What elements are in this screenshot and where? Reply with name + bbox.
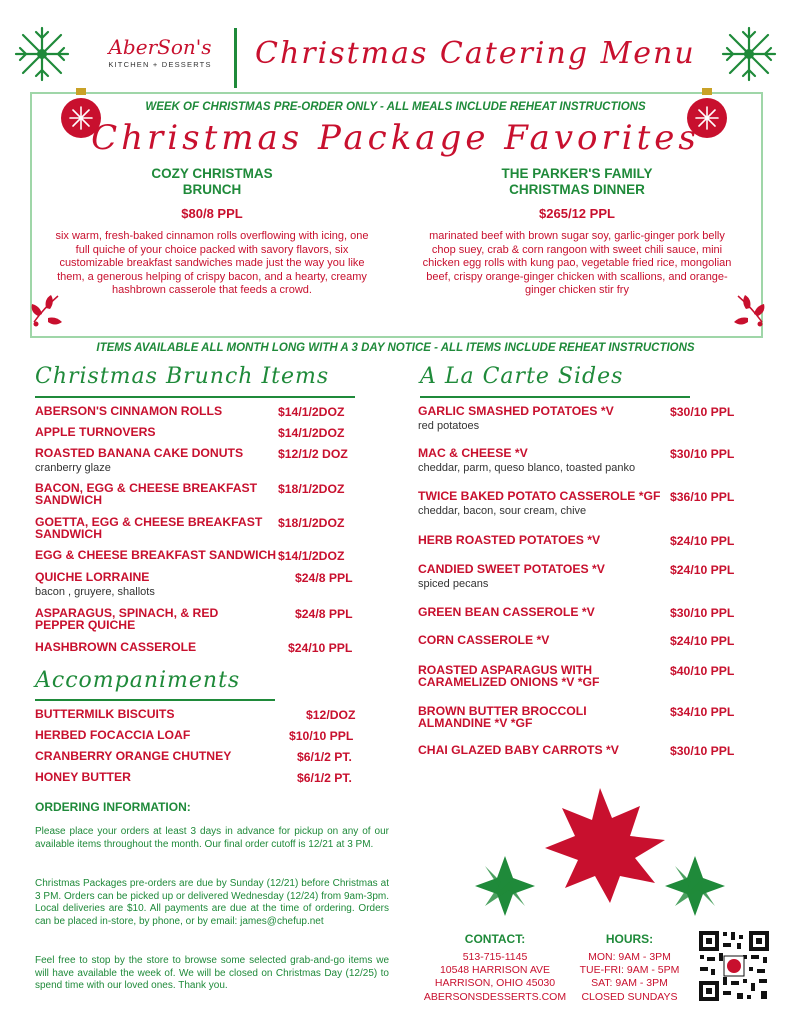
header-divider — [234, 28, 237, 88]
contact-city: HARRISON, OHIO 45030 — [434, 977, 556, 990]
menu-item: CORN CASSEROLE *V $24/10 PPL — [418, 633, 735, 648]
menu-item: BROWN BUTTER BROCCOLI ALMANDINE *V *GF $34/10 PPL — [418, 704, 735, 730]
ordering-heading: ORDERING INFORMATION: — [35, 800, 191, 814]
sides-heading: A La Carte Sides — [420, 364, 624, 389]
menu-item: ROASTED BANANA CAKE DONUTS $12/1/2 DOZ cranberry glaze — [35, 446, 348, 474]
package-price: $80/8 PPL — [181, 206, 243, 221]
package-brunch — [52, 166, 372, 298]
contact-website[interactable]: ABERSONSDESSERTS.COM — [423, 990, 567, 1003]
contact-block — [415, 932, 575, 1004]
brand-logo — [105, 36, 215, 69]
menu-item: HERB ROASTED POTATOES *V $24/10 PPL — [418, 533, 735, 548]
brunch-underline — [35, 396, 355, 398]
accompaniments-underline — [35, 699, 275, 701]
contact-heading: CONTACT: — [464, 932, 526, 946]
menu-item: QUICHE LORRAINE $24/8 PPL bacon , gruyere, shallots — [35, 570, 353, 598]
package-name: COZY CHRISTMAS BRUNCH — [151, 166, 273, 197]
package-price: $265/12 PPL — [539, 206, 615, 221]
menu-item: HERBED FOCACCIA LOAF $10/10 PPL — [35, 728, 354, 743]
ordering-paragraph: Feel free to stop by the store to browse some selected grab-and-go items we will have available the week of. We will be closed on Christmas Day (12/25) to spend time with our loved ones. Thank you. — [35, 955, 389, 992]
menu-item: MAC & CHEESE *V $30/10 PPL cheddar, parm, queso blanco, toasted panko — [418, 446, 735, 474]
menu-item: EGG & CHEESE BREAKFAST SANDWICH $14/1/2DOZ — [35, 548, 345, 563]
menu-item: CANDIED SWEET POTATOES *V $24/10 PPL spiced pecans — [418, 562, 735, 590]
menu-item: BUTTERMILK BISCUITS $12/DOZ — [35, 707, 356, 722]
holly-icon — [28, 288, 72, 332]
menu-item: ABERSON'S CINNAMON ROLLS $14/1/2DOZ — [35, 404, 345, 419]
package-title: Christmas Package Favorites — [91, 118, 700, 158]
qr-code-icon[interactable] — [697, 929, 771, 1003]
package-dinner — [417, 166, 737, 298]
logo-subtitle: KITCHEN + DESSERTS — [108, 60, 212, 69]
sides-underline — [420, 396, 690, 398]
hours-block — [572, 932, 687, 1004]
brunch-heading: Christmas Brunch Items — [35, 364, 330, 389]
hours-line: TUE-FRI: 9AM - 5PM — [579, 964, 680, 977]
page-title: Christmas Catering Menu — [255, 36, 696, 71]
package-name: THE PARKER'S FAMILY CHRISTMAS DINNER — [501, 166, 653, 197]
menu-item: GOETTA, EGG & CHEESE BREAKFAST SANDWICH $18/1/2DOZ — [35, 515, 345, 541]
header — [0, 10, 791, 88]
package-description: six warm, fresh-baked cinnamon rolls overflowing with icing, one full quiche of your choice packed with savory flavors, six customizable breakfast sandwiches made just the way you like them, a generous helping of crispy bacon, and a hearty, creamy hashbrown casserole that feeds a crowd. — [55, 230, 369, 297]
snowflake-icon — [12, 24, 72, 84]
menu-item: HASHBROWN CASSEROLE $24/10 PPL — [35, 640, 353, 655]
menu-item: HONEY BUTTER $6/1/2 PT. — [35, 770, 352, 785]
package-note: WEEK OF CHRISTMAS PRE-ORDER ONLY - ALL MEALS INCLUDE REHEAT INSTRUCTIONS — [145, 101, 646, 113]
contact-phone[interactable]: 513-715-1145 — [462, 951, 528, 963]
logo-name: AberSon's — [108, 35, 212, 59]
hours-heading: HOURS: — [605, 932, 654, 946]
menu-item: GARLIC SMASHED POTATOES *V $30/10 PPL red potatoes — [418, 404, 735, 432]
menu-item: CHAI GLAZED BABY CARROTS *V $30/10 PPL — [418, 743, 735, 758]
accompaniments-heading: Accompaniments — [35, 668, 241, 693]
package-description: marinated beef with brown sugar soy, garlic-ginger pork belly chop suey, crab & corn rangoon with sweet chili sauce, mini chicken egg rolls with kung pao, vegetable fried rice, mongolian beef, crispy orange-ginger chicken with scallions, and orange-ginger chicken stir fry — [422, 230, 732, 297]
contact-address: 10548 HARRISON AVE — [439, 964, 551, 977]
hours-line: SAT: 9AM - 3PM — [591, 977, 668, 990]
hours-line: CLOSED SUNDAYS — [581, 990, 678, 1003]
ordering-paragraph: Christmas Packages pre-orders are due by Sunday (12/21) before Christmas at 3 PM. Orders can be picked up or delivered Wednesday (12/24) from 9am-3pm. Local deliveries are $10. All payments are due at the time of ordering. Orders can be placed in-store, by phone, or by email: james@chefup.net — [35, 878, 389, 928]
menu-item: BACON, EGG & CHEESE BREAKFAST SANDWICH $18/1/2DOZ — [35, 481, 345, 507]
menu-item: ASPARAGUS, SPINACH, & RED PEPPER QUICHE $24/8 PPL — [35, 606, 353, 632]
snowflake-icon — [719, 24, 779, 84]
hours-line: MON: 9AM - 3PM — [588, 951, 671, 963]
poinsettia-icon — [470, 778, 730, 928]
menu-item: ROASTED ASPARAGUS WITH CARAMELIZED ONIONS *V *GF $40/10 PPL — [418, 663, 735, 689]
ordering-paragraph: Please place your orders at least 3 days in advance for pickup on any of our available items throughout the month. Our final order cutoff is 12/21 at 3 PM. — [35, 826, 389, 850]
menu-item: GREEN BEAN CASSEROLE *V $30/10 PPL — [418, 605, 735, 620]
holly-icon — [724, 288, 768, 332]
menu-item: APPLE TURNOVERS $14/1/2DOZ — [35, 425, 345, 440]
menu-item: CRANBERRY ORANGE CHUTNEY $6/1/2 PT. — [35, 749, 352, 764]
month-note: ITEMS AVAILABLE ALL MONTH LONG WITH A 3 DAY NOTICE - ALL ITEMS INCLUDE REHEAT INSTRUCTIONS — [96, 342, 695, 354]
menu-item: TWICE BAKED POTATO CASSEROLE *GF $36/10 PPL cheddar, bacon, sour cream, chive — [418, 489, 735, 517]
